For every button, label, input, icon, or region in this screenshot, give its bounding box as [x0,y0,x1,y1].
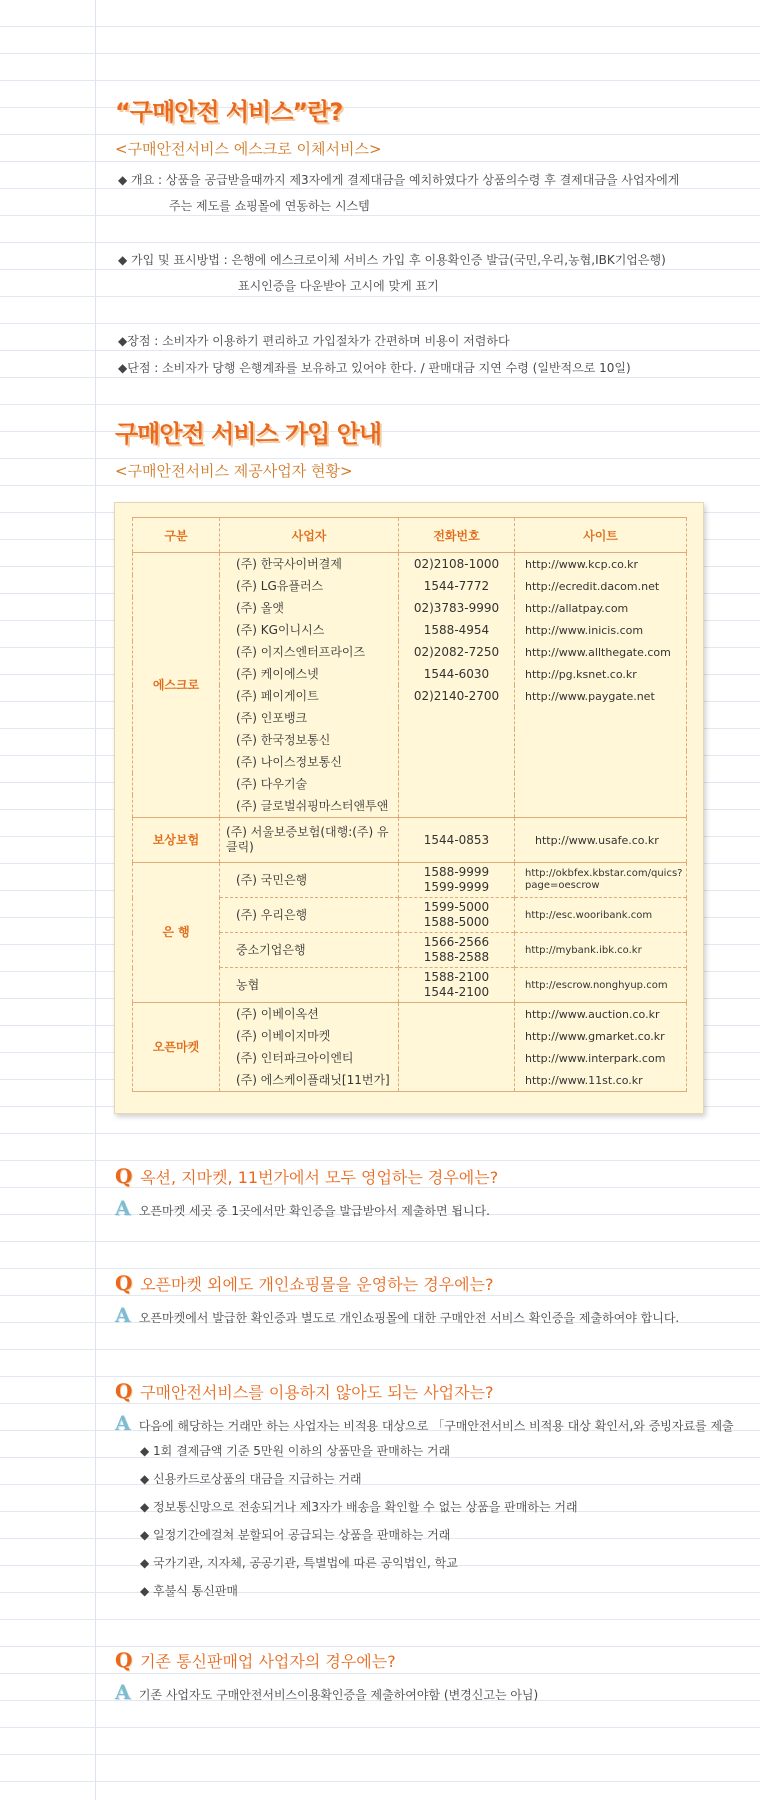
provider-table [132,517,687,1092]
site-link[interactable]: http://www.paygate.net [515,685,687,707]
company-cell: (주) 우리은행 [220,898,399,933]
site-link[interactable]: http://mybank.ibk.co.kr [515,933,687,968]
section2-title: 구매안전 서비스 가입 안내 [115,420,382,448]
phone-1: 1588-9999 [423,865,490,879]
phone-cell [399,1069,515,1092]
site-link [515,773,687,795]
company-cell: (주) 페이게이트 [220,685,399,707]
phone-cell: 02)3783-9990 [399,597,515,619]
category-bank: 은 행 [133,863,220,1003]
company-cell: (주) KG이니시스 [220,619,399,641]
site-link[interactable]: http://okbfex.kbstar.com/quics?page=oescrow [515,863,687,898]
phone-cell [399,751,515,773]
company-cell: (주) 한국사이버결제 [220,553,399,576]
site-link [515,707,687,729]
site-link[interactable]: http://escrow.nonghyup.com [515,968,687,1003]
exempt-item: ◆ 후불식 통신판매 [140,1584,239,1598]
phone-cell: 1544-6030 [399,663,515,685]
company-cell: (주) 서울보증보험(대행:(주) 유클릭) [220,818,399,863]
site-link [515,795,687,818]
phone-2: 1544-2100 [423,985,490,999]
table-row [133,818,687,863]
header-category: 구분 [133,518,220,553]
site-link[interactable]: http://www.gmarket.co.kr [515,1025,687,1047]
overview-line-2: 주는 제도를 쇼핑몰에 연동하는 시스템 [169,199,370,213]
header-site: 사이트 [515,518,687,553]
table-row [133,553,687,576]
header-company: 사업자 [220,518,399,553]
phone-cell [399,863,515,898]
phone-cell [399,729,515,751]
question-2 [115,1271,494,1295]
q-mark-icon: Q [115,1379,133,1403]
site-link[interactable]: http://esc.wooribank.com [515,898,687,933]
phone-cell [399,707,515,729]
q-mark-icon: Q [115,1164,133,1188]
exempt-item: ◆ 국가기관, 지자체, 공공기관, 특별법에 따른 공익법인, 학교 [140,1556,458,1570]
question-1 [115,1164,498,1188]
phone-cell [399,795,515,818]
company-cell: (주) 나이스정보통신 [220,751,399,773]
company-cell: (주) 글로벌쉬핑마스터앤투앤 [220,795,399,818]
site-link[interactable]: http://www.auction.co.kr [515,1003,687,1026]
company-cell: (주) 한국정보통신 [220,729,399,751]
a-mark-icon: A [115,1303,131,1327]
site-link[interactable]: http://allatpay.com [515,597,687,619]
company-cell: (주) 이베이옥션 [220,1003,399,1026]
category-escrow: 에스크로 [133,553,220,818]
company-cell: (주) 케이에스넷 [220,663,399,685]
phone-cell [399,898,515,933]
company-cell: (주) 인포뱅크 [220,707,399,729]
phone-cell: 1588-4954 [399,619,515,641]
phone-cell [399,1047,515,1069]
company-cell: (주) 에스케이플래닛[11번가] [220,1069,399,1092]
answer-4 [115,1680,538,1704]
join-line-1: ◆ 가입 및 표시방법 : 은행에 에스크로이체 서비스 가입 후 이용확인증 발급(국민,우리,농협,IBK기업은행) [118,253,666,267]
site-link[interactable]: http://pg.ksnet.co.kr [515,663,687,685]
category-open-market: 오픈마켓 [133,1003,220,1092]
site-link[interactable]: http://www.kcp.co.kr [515,553,687,576]
company-cell: (주) 이베이지마켓 [220,1025,399,1047]
phone-cell: 1544-7772 [399,575,515,597]
answer-4-text: 기존 사업자도 구매안전서비스이용확인증을 제출하여야함 (변경신고는 아님) [138,1688,539,1702]
question-2-text: 오픈마켓 외에도 개인쇼핑몰을 운영하는 경우에는? [140,1275,494,1294]
table-row [133,1003,687,1026]
question-3 [115,1379,494,1403]
section1-subtitle: <구매안전서비스 에스크로 이체서비스> [115,140,382,158]
answer-2 [115,1303,679,1327]
company-cell: (주) 다우기술 [220,773,399,795]
provider-table-box [114,502,704,1114]
phone-cell: 1544-0853 [399,818,515,863]
phone-cell: 02)2108-1000 [399,553,515,576]
table-row [133,863,687,898]
q-mark-icon: Q [115,1271,133,1295]
category-insurance: 보상보험 [133,818,220,863]
company-cell: (주) LG유플러스 [220,575,399,597]
company-cell: 중소기업은행 [220,933,399,968]
site-link[interactable]: http://www.interpark.com [515,1047,687,1069]
company-cell: (주) 인터파크아이엔티 [220,1047,399,1069]
overview-line-1: ◆ 개요 : 상품을 공급받을때까지 제3자에게 결제대금을 예치하였다가 상품의수령 후 결제대금을 사업자에게 [118,173,680,187]
answer-2-text: 오픈마켓에서 발급한 확인증과 별도로 개인쇼핑몰에 대한 구매안전 서비스 확인증을 제출하여야 합니다. [138,1311,680,1325]
answer-3-text: 다음에 해당하는 거래만 하는 사업자는 비적용 대상으로 「구매안전서비스 비적용 대상 확인서,와 증빙자료를 제출 [138,1419,734,1433]
phone-cell [399,968,515,1003]
company-cell: (주) 국민은행 [220,863,399,898]
section1-title: “구매안전 서비스”란? [115,98,343,126]
phone-cell [399,773,515,795]
cons-line: ◆단점 : 소비자가 당행 은행계좌를 보유하고 있어야 한다. / 판매대금 지연 수령 (일반적으로 10일) [118,361,631,375]
site-link[interactable]: http://www.11st.co.kr [515,1069,687,1092]
table-header-row [133,518,687,553]
answer-1 [115,1196,490,1220]
site-link [515,729,687,751]
pros-line: ◆장점 : 소비자가 이용하기 편리하고 가입절차가 간편하며 비용이 저렴하다 [118,334,510,348]
company-cell: 농협 [220,968,399,1003]
exempt-item: ◆ 정보통신망으로 전송되거나 제3자가 배송을 확인할 수 없는 상품을 판매하는 거래 [140,1500,578,1514]
phone-1: 1566-2566 [423,935,490,949]
a-mark-icon: A [115,1196,131,1220]
question-1-text: 옥션, 지마켓, 11번가에서 모두 영업하는 경우에는? [140,1168,499,1187]
join-line-2: 표시인증을 다운받아 고시에 맞게 표기 [238,279,439,293]
phone-2: 1588-5000 [423,915,490,929]
exempt-item: ◆ 1회 결제금액 기준 5만원 이하의 상품만을 판매하는 거래 [140,1444,451,1458]
company-cell: (주) 이지스엔터프라이즈 [220,641,399,663]
exempt-item: ◆ 일정기간에걸쳐 분할되어 공급되는 상품을 판매하는 거래 [140,1528,451,1542]
phone-cell: 02)2140-2700 [399,685,515,707]
phone-1: 1599-5000 [423,900,490,914]
q-mark-icon: Q [115,1648,133,1672]
phone-cell: 02)2082-7250 [399,641,515,663]
site-link [515,751,687,773]
phone-1: 1588-2100 [423,970,490,984]
phone-2: 1588-2588 [423,950,490,964]
answer-1-text: 오픈마켓 세곳 중 1곳에서만 확인증을 발급받아서 제출하면 됩니다. [138,1204,490,1218]
phone-cell [399,1003,515,1026]
phone-cell [399,933,515,968]
answer-3 [115,1411,734,1435]
company-cell: (주) 올앳 [220,597,399,619]
exempt-item: ◆ 신용카드로상품의 대금을 지급하는 거래 [140,1472,362,1486]
phone-2: 1599-9999 [423,880,490,894]
question-4 [115,1648,396,1672]
site-link[interactable]: http://www.inicis.com [515,619,687,641]
a-mark-icon: A [115,1411,131,1435]
header-phone: 전화번호 [399,518,515,553]
site-link[interactable]: http://www.allthegate.com [515,641,687,663]
phone-cell [399,1025,515,1047]
site-link[interactable]: http://www.usafe.co.kr [515,818,687,863]
a-mark-icon: A [115,1680,131,1704]
question-3-text: 구매안전서비스를 이용하지 않아도 되는 사업자는? [140,1383,494,1402]
site-link[interactable]: http://ecredit.dacom.net [515,575,687,597]
question-4-text: 기존 통신판매업 사업자의 경우에는? [140,1652,396,1671]
section2-subtitle: <구매안전서비스 제공사업자 현황> [115,462,353,480]
